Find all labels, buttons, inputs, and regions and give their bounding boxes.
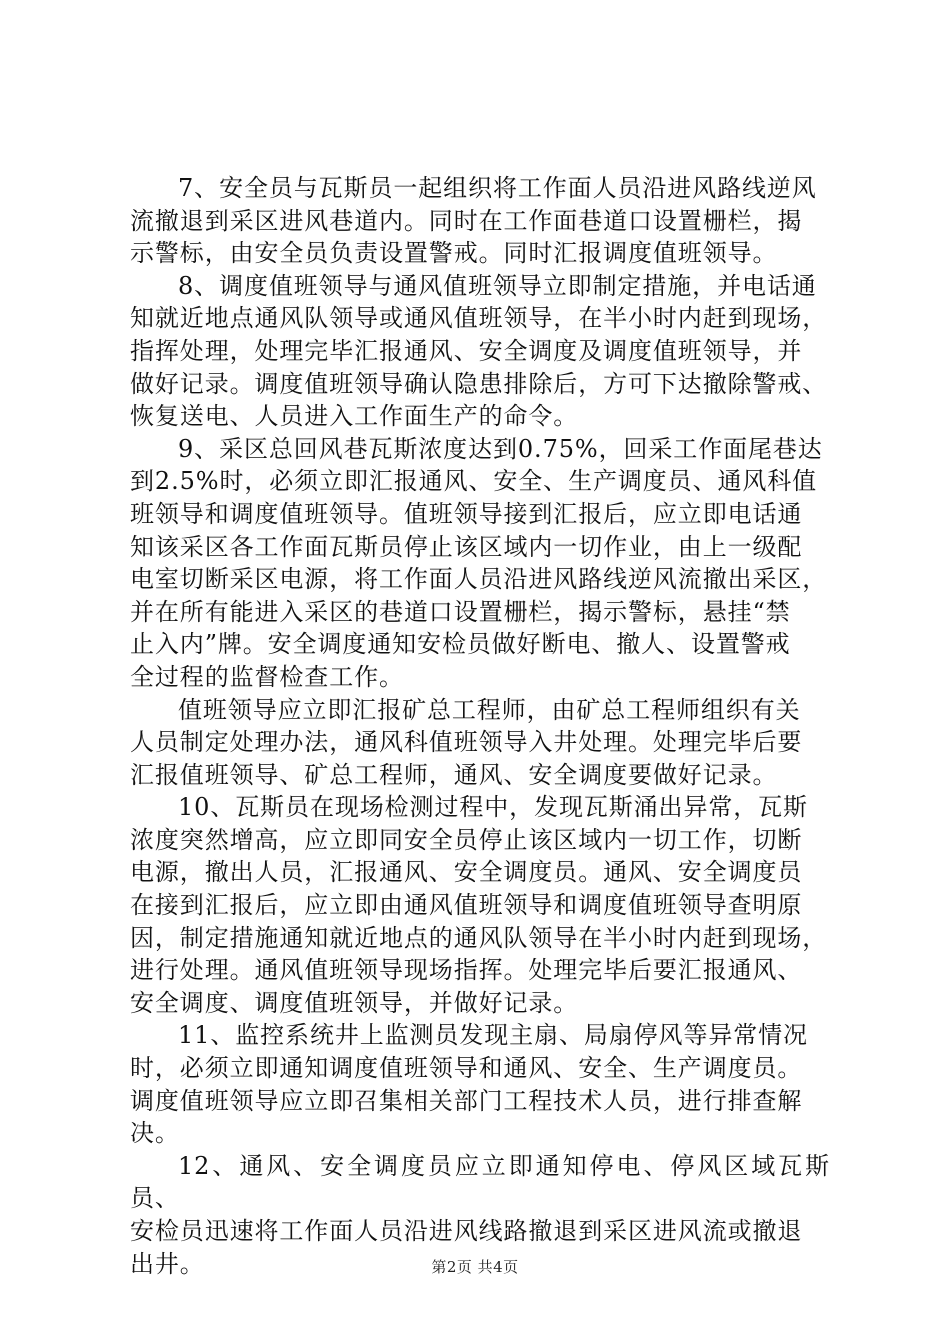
document-body [130,172,830,1280]
paragraph-item-12: 12、通风、安全调度员应立即通知停电、停风区域瓦斯员、 安检员迅速将工作面人员沿进风线路撤退到采区进风流或撤退 出井。 [130,1151,830,1278]
paragraph-item-10: 10、瓦斯员在现场检测过程中，发现瓦斯涌出异常，瓦斯 浓度突然增高，应立即同安全员停止该区域内一切工作，切断 电源，撤出人员，汇报通风、安全调度员。通风、安全调度员 在接到汇报后，应立即由通风值班领导和调度值班领导查明原 因，制定措施通知就近地点的通风队领导在半小时内赶到现场， 进行处理。通风值班领导现场指挥。处理完毕后要汇报通风、 安全调度、调度值班领导，并做好记录。 [130,793,828,1017]
paragraph-item-8: 8、调度值班领导与通风值班领导立即制定措施，并电话通 知就近地点通风队领导或通风值班领导，在半小时内赶到现场， 指挥处理，处理完毕汇报通风、安全调度及调度值班领导，并 做好记录。调度值班领导确认隐患排除后，方可下达撤除警戒、 恢复送电、人员进入工作面生产的命令。 [130,271,828,431]
paragraph-item-7: 7、安全员与瓦斯员一起组织将工作面人员沿进风路线逆风 流撤退到采区进风巷道内。同时在工作面巷道口设置栅栏，揭 示警标，由安全员负责设置警戒。同时汇报调度值班领导。 [130,174,817,268]
paragraph-item-9: 9、采区总回风巷瓦斯浓度达到0.75%，回采工作面尾巷达 到2.5%时，必须立即汇报通风、安全、生产调度员、通风科值 班领导和调度值班领导。值班领导接到汇报后，应立即电话通 知该采区各工作面瓦斯员停止该区域内一切作业，由上一级配 电室切断采区电源，将工作面人员沿进风路线逆风流撤出采区， 并在所有能进入采区的巷道口设置栅栏，揭示警标，悬挂“禁 止入内”牌。安全调度通知安检员做好断电、撤人、设置警戒 全过程的监督检查工作。 [130,434,828,691]
paragraph-duty-leader: 值班领导应立即汇报矿总工程师，由矿总工程师组织有关 人员制定处理办法，通风科值班领导入井处理。处理完毕后要 汇报值班领导、矿总工程师，通风、安全调度要做好记录。 [130,695,803,789]
page-number-footer: 第2页 共4页 [431,1258,519,1276]
paragraph-item-11: 11、监控系统井上监测员发现主扇、局扇停风等异常情况 时，必须立即通知调度值班领导和通风、安全、生产调度员。 调度值班领导应立即召集相关部门工程技术人员，进行排查解 决。 [130,1021,808,1148]
